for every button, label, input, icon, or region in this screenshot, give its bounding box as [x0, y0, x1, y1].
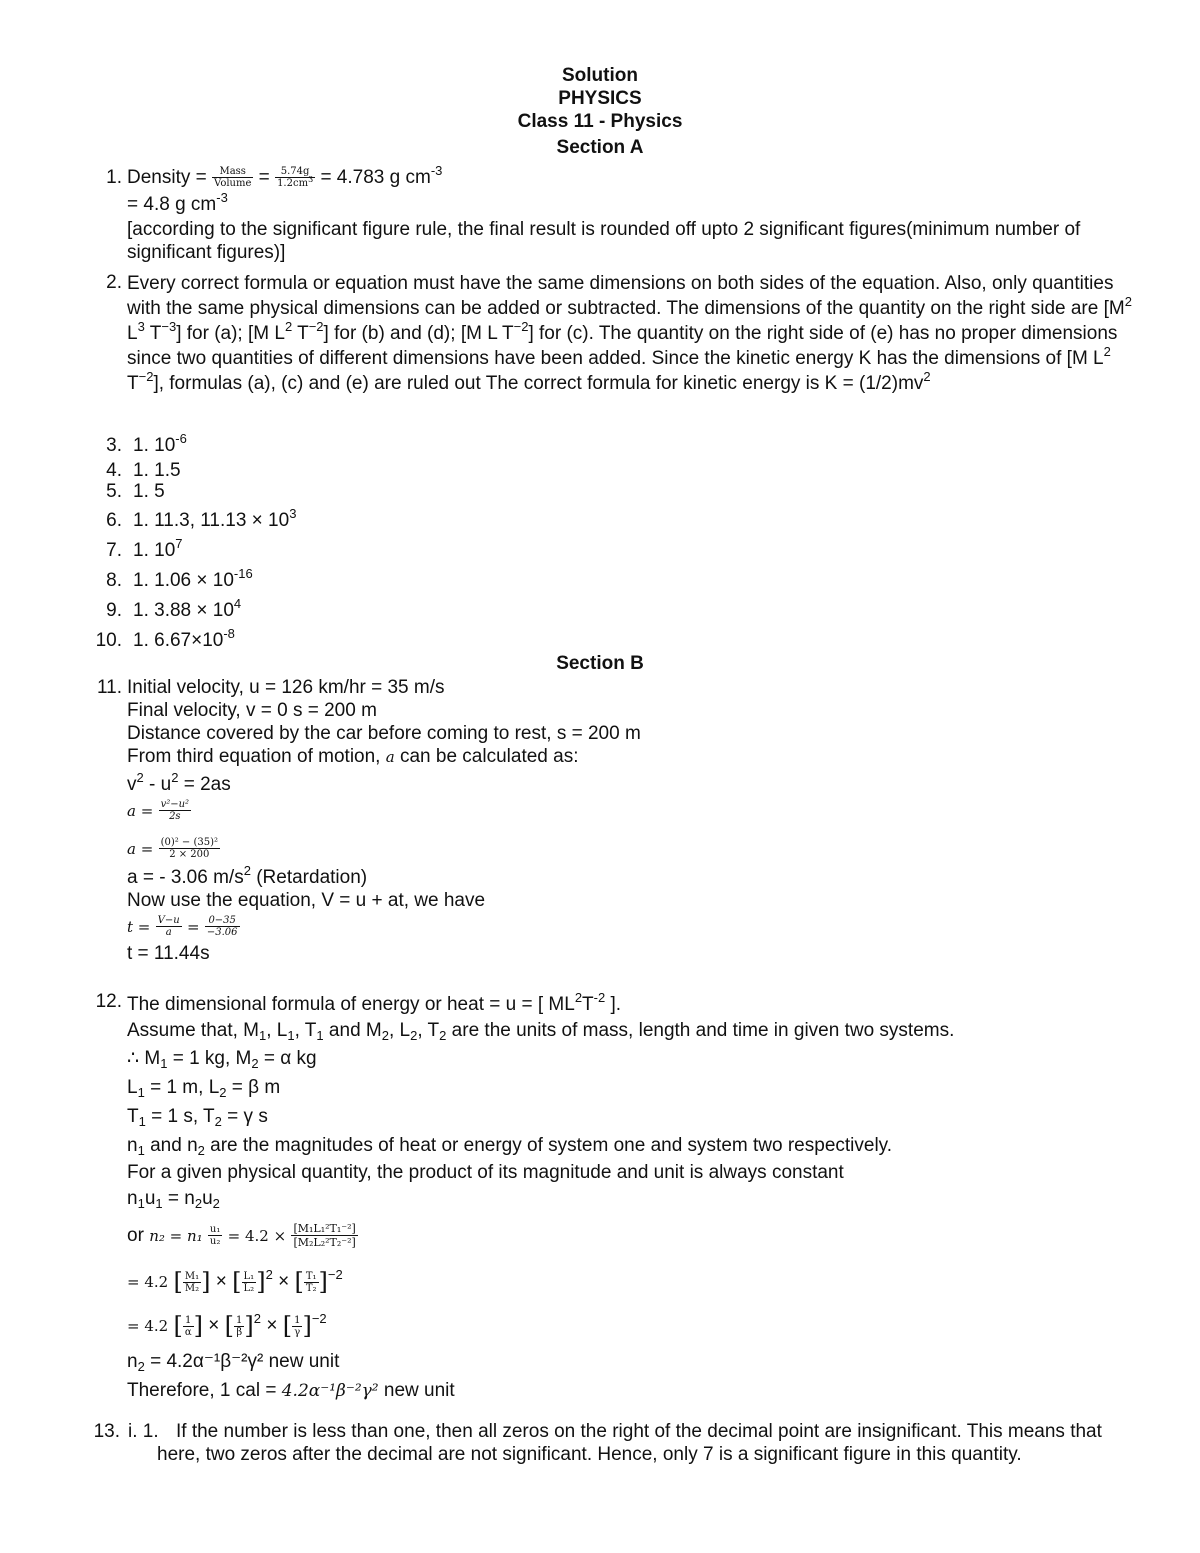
question-number: 1.: [106, 167, 122, 188]
doc-subject: PHYSICS: [558, 88, 642, 109]
density-label: Density =: [127, 167, 207, 188]
question-number: 13.: [93, 1421, 120, 1442]
accel-formula: a = $\frac{\text{v²−u²}}{2s}$: [127, 799, 190, 823]
time-formula: t = $\frac{V-u}{a}$ = $\frac{0-35}{-3.06}$: [127, 915, 238, 939]
sub-part-label: i. 1.: [128, 1421, 159, 1442]
mass-volume-fraction: $\frac{\text{Mass}}{\text{Volume}}$: [214, 166, 252, 190]
significant-zero-explanation: If the number is less than one, then all zeros on the right of the decimal point are insignificant. This means that here, two zeros after the decimal are not significant. Hence, only 7 is a significant figure in this quantity.: [157, 1421, 1102, 1465]
value-fraction: $\frac{5.74g}{1.2cm^3}$: [277, 166, 314, 190]
dimension-explanation: Every correct formula or equation must have the same dimensions on both sides of the equation. Also, only quantities with the same physical dimensions can be added or subtracted. The dimensions of the quantity on the right side are [$M^2$ $L^3$ $T^{-3}$] for (a); [M $L^2$ $T^{-2}$] for (b) and (d); [M L $T^{-2}$] for (c). The quantity on the right side of (e) has no proper dimensions since two quantities of different dimensions have been added. Since the kinetic energy K has the dimensions of [M $L^2$ $T^{-2}$], formulas (a), (c) and (e) are ruled out The correct formula for kinetic energy is $K = (1/2)mv^2$: [127, 273, 1132, 394]
question-number: 12.: [95, 991, 122, 1012]
doc-title: Solution: [562, 65, 638, 86]
question-number: 2.: [106, 272, 122, 293]
section-b-heading: Section B: [556, 653, 644, 674]
n2-expanded-formula: = 4.2 [ $\frac{\text{M₁}}{\text{M₂}}$ ] × [ $\frac{\text{L₁}}{\text{L₂}}$ ]$^2$ × [ $\frac{\text{T₁}}{\text{T₂}}$ ]$^{-2}$: [127, 1267, 343, 1296]
n2-substituted-formula: = 4.2 [ $\frac{1}{\alpha}$ ] × [ $\frac{1}{\beta}$ ]$^2$ × [ $\frac{1}{\gamma}$ ]$^{-2}$: [127, 1311, 327, 1340]
question-number: 11.: [96, 677, 122, 698]
density-result: = 4.783 g cm: [320, 167, 431, 188]
section-a-heading: Section A: [556, 137, 644, 158]
doc-class-line: Class 11 - Physics: [517, 111, 683, 132]
density-rounded: = 4.8 g cm: [127, 194, 217, 216]
document-page: Solution PHYSICS Class 11 - Physics Section A 1. Density = $\frac{\text{Mass}}{\text{Volume}}$ = $\frac{5.74g}{1.2cm^3}$ = 4.783 g $cm^{-3}$ = 4.8 g $cm^{-3}$ [according to the significant figure rule, the final result is rounded off upto 2 significant figures(minimum number of significant figures)] 2. Every correct formula or equation must have the same dimensions on both sides of the equation. Also, only quantities with the same physical dimensions can be added or subtracted. The dimensions of the quantity on the right side are [$M^2$ $L^3$ $T^{-3}$] for (a); [M $L^2$ $T^{-2}$] for (b) and (d); [M L $T^{-2}$] for (c). The quantity on the right side of (e) has no proper dimensions since two quantities of different dimensions have been added. Since the kinetic energy K has the dimensions of [M $L^2$ $T^{-2}$], formulas (a), (c) and (e) are ruled out The correct formula for kinetic energy is $K = (1/2)mv^2$ 3. 1. $10^{-6}$ 4. 1. 1.5 5. 1. 5 6. 1. 11.3, $11.13 \times 10^3$ 7. 1. $10^7$ 8. 1. $1.06 \times 10^{-16}$ 9. 1. $3.88 \times 10^4$ 10. 1. $6.67\times 10^{-8}$ Section B 11. Initial velocity, u = 126 km/hr = 35 m/s Final velocity, v = 0 s = 200 m Distance covered by the car before coming to rest, s = 200 m From third equation of motion, a can be calculated as: $v^2 - u^2 = 2as$ a = $\frac{\text{v²−u²}}{2s}$ a = $\frac{\text{(0)² − (35)²}}{2 \times 200}$ a = - 3.06 $m/s^2$ (Retardation) Now use the equation, V = u + at, we have t = $\frac{V-u}{a}$ = $\frac{0-35}{-3.06}$ t = 11.44s 12. The dimensional formula of energy or heat = u = [ $ML^2T^{-2}$ ]. Assume that, $M_1$, $L_1$, $T_1$ and $M_2$, $L_2$, $T_2$ are the units of mass, length and time in given two systems. ∴ $M_1 = 1$ kg, $M_2 = \alpha$ kg $L_1 = 1$ m, $L_2 = \beta$ m $T_1 = 1$ s, $T_2 = \gamma$ s $n_1$ and $n_2$ are the magnitudes of heat or energy of system one and system two respectively. For a given physical quantity, the product of its magnitude and unit is always constant $n_1u_1 = n_2u_2$ or n₂ = n₁ $\frac{\text{u₁}}{\text{u₂}}$ = 4.2 × $\frac{\text{[M₁L₁²T₁⁻²]}}{\text{[M₂L₂²T₂⁻²]}}$ = 4.2 [ $\frac{\text{M₁}}{\text{M₂}}$ ] × [ $\frac{\text{L₁}}{\text{L₂}}$ ]$^2$ × [ $\frac{\text{T₁}}{\text{T₂}}$ ]$^{-2}$ = 4.2 [ $\frac{1}{\alpha}$ ] × [ $\frac{1}{\beta}$ ]$^2$ × [ $\frac{1}{\gamma}$ ]$^{-2}$ $n_2 = 4.2\alpha^{-1}\beta^{-2}\gamma^2$ new unit Therefore, 1 cal = 4.2α⁻¹β⁻²γ² new unit 13. i. 1. If the number is less than one, then all zeros on the right of the decimal point are insignificant. This means that here, two zeros after the decimal are not significant. Hence, only 7 is a significant figure in this quantity.: [0, 0, 1200, 1553]
n2-ratio-formula: or n₂ = n₁ $\frac{\text{u₁}}{\text{u₂}}$ = 4.2 × $\frac{\text{[M₁L₁²T₁⁻²]}}{\text{[M₂L₂²T₂⁻²]}}$: [127, 1222, 356, 1250]
significant-figure-note: [according to the significant figure rule, the final result is rounded off upto 2 significant figures(minimum number of significant figures)]: [127, 219, 1081, 264]
accel-substitution: a = $\frac{\text{(0)² − (35)²}}{2 \times 200}$: [127, 837, 219, 861]
